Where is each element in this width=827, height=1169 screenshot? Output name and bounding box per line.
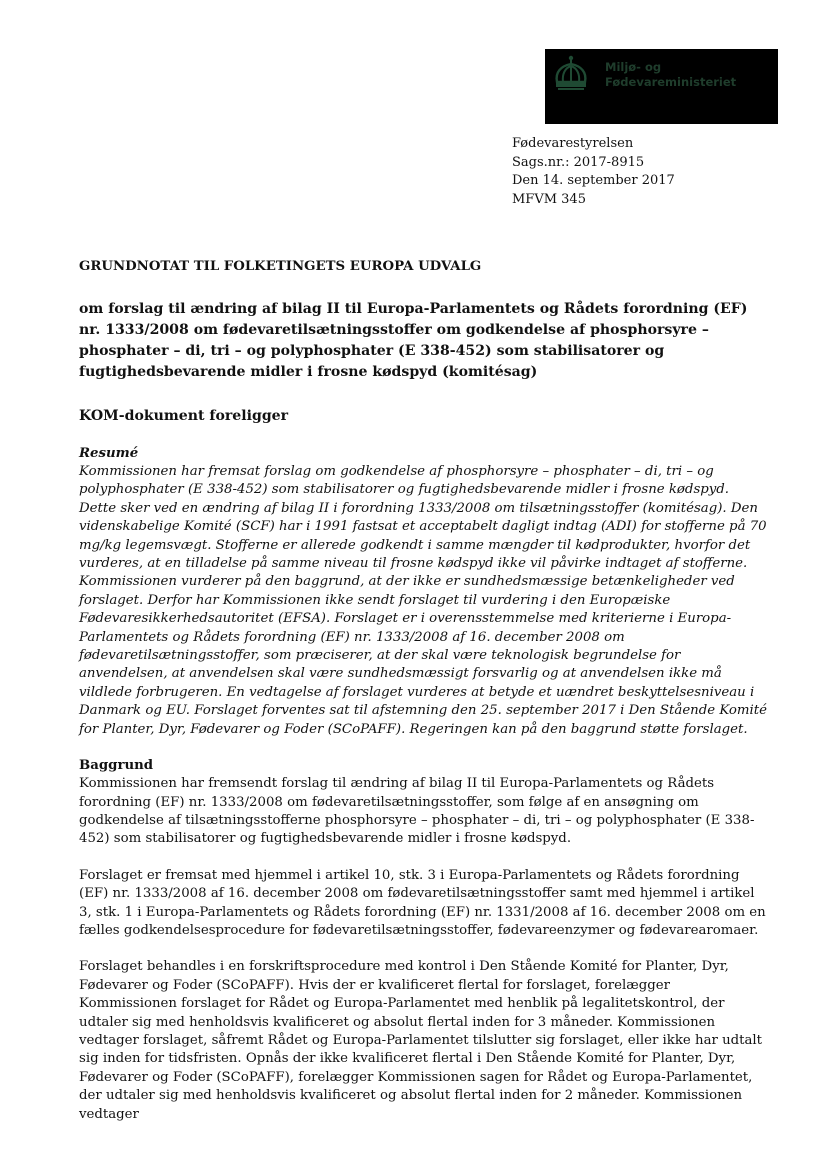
- reference-number: MFVM 345: [512, 191, 586, 207]
- document-date: Den 14. september 2017: [512, 173, 675, 188]
- ministry-logo: [545, 49, 778, 124]
- ministry-name: [605, 60, 736, 90]
- agency-name: Fødevarestyrelsen: [512, 136, 634, 151]
- document-meta: [512, 135, 675, 209]
- kom-document-status: KOM-dokument foreligger: [79, 408, 289, 424]
- ministry-name-line1: Miljø- og: [605, 60, 662, 74]
- baggrund-paragraph-3: Forslaget behandles i en forskriftsprocedure med kontrol i Den Stående Komité for Planter, Dyr, Fødevarer og Foder (SCoPAFF). Hvis der er kvalificeret flertal for forslaget, forelægger Kommissionen forslaget for Rådet og Europa-Parlamentet med henblik på legalitetskontrol, der udtaler sig med henholdsvis kvalificeret og absolut flertal inden for 3 måneder. Kommissionen vedtager forslaget, såfremt Rådet og Europa-Parlamentet tilslutter sig forslaget, eller ikke har udtalt sig inden for tidsfristen. Opnås der ikke kvalificeret flertal i Den Stående Komité for Planter, Dyr, Fødevarer og Foder (SCoPAFF), forelægger Kommissionen sagen for Rådet og Europa-Parlamentet, der udtaler sig med henholdsvis kvalificeret og absolut flertal inden for 2 måneder. Kommissionen vedtager: [79, 959, 763, 1122]
- baggrund-title: Baggrund: [79, 758, 154, 774]
- document-heading: GRUNDNOTAT TIL FOLKETINGETS EUROPA UDVALG: [79, 259, 482, 274]
- baggrund-paragraph-1: Kommissionen har fremsendt forslag til ændring af bilag II til Europa-Parlamentets og Rådets forordning (EF) nr. 1333/2008 om fødevaretilsætningsstoffer, som følge af en ansøgning om godkendelse af tilsætningsstofferne phosphorsyre – phosphater – di, tri – og polyphosphater (E 338-452) som stabilisatorer og fugtighedsbevarende midler i frosne kødspyd.: [79, 776, 755, 847]
- document-subject: om forslag til ændring af bilag II til Europa-Parlamentets og Rådets forordning (EF) nr. 1333/2008 om fødevaretilsætningsstoffer om godkendelse af phosphorsyre – phosphater – di, tri – og polyphosphater (E 338-452) som stabilisatorer og fugtighedsbevarende midler i frosne kødspyd (komitésag): [79, 301, 748, 380]
- resume-title: Resumé: [79, 446, 139, 461]
- baggrund-paragraph-2: Forslaget er fremsat med hjemmel i artikel 10, stk. 3 i Europa-Parlamentets og Rådets forordning (EF) nr. 1333/2008 af 16. december 2008 om fødevaretilsætningsstoffer samt med hjemmel i artikel 3, stk. 1 i Europa-Parlamentets og Rådets forordning (EF) nr. 1331/2008 af 16. december 2008 om en fælles godkendelsesprocedure for fødevaretilsætningsstoffer, fødevareenzymer og fødevarearomaer.: [79, 867, 766, 938]
- case-number: Sags.nr.: 2017-8915: [512, 154, 645, 170]
- crown-icon: [551, 54, 591, 92]
- document-body: [79, 258, 769, 1124]
- ministry-name-line2: Fødevareministeriet: [605, 75, 737, 89]
- resume-text: Kommissionen har fremsat forslag om godkendelse af phosphorsyre – phosphater – di, tri – og polyphosphater (E 338-452) som stabilisatorer og fugtighedsbevarende midler i frosne kødspyd. Dette sker ved en ændring af bilag II i forordning 1333/2008 om tilsætningsstoffer (komitésag). Den videnskabelige Komité (SCF) har i 1991 fastsat et acceptabelt dagligt indtag (ADI) for stofferne på 70 mg/kg legemsvægt. Stofferne er allerede godkendt i samme mængder til kødprodukter, hvorfor det vurderes, at en tilladelse på samme niveau til frosne kødspyd ikke vil påvirke indtaget af stofferne. Kommissionen vurderer på den baggrund, at der ikke er sundhedsmæssige betænkeligheder ved forslaget. Derfor har Kommissionen ikke sendt forslaget til vurdering i den Europæiske Fødevaresikkerhedsautoritet (EFSA). Forslaget er i overensstemmelse med kriterierne i Europa-Parlamentets og Rådets forordning (EF) nr. 1333/2008 af 16. december 2008 om fødevaretilsætningsstoffer, som præciserer, at der skal være teknologisk begrundelse for anvendelsen, at anvendelsen skal være sundhedsmæssigt forsvarlig og at anvendelsen ikke må vildlede forbrugeren. En vedtagelse af forslaget vurderes at betyde et uændret beskyttelsesniveau i Danmark og EU. Forslaget forventes sat til afstemning den 25. september 2017 i Den Stående Komité for Planter, Dyr, Fødevarer og Foder (SCoPAFF). Regeringen kan på den baggrund støtte forslaget.: [79, 464, 768, 737]
